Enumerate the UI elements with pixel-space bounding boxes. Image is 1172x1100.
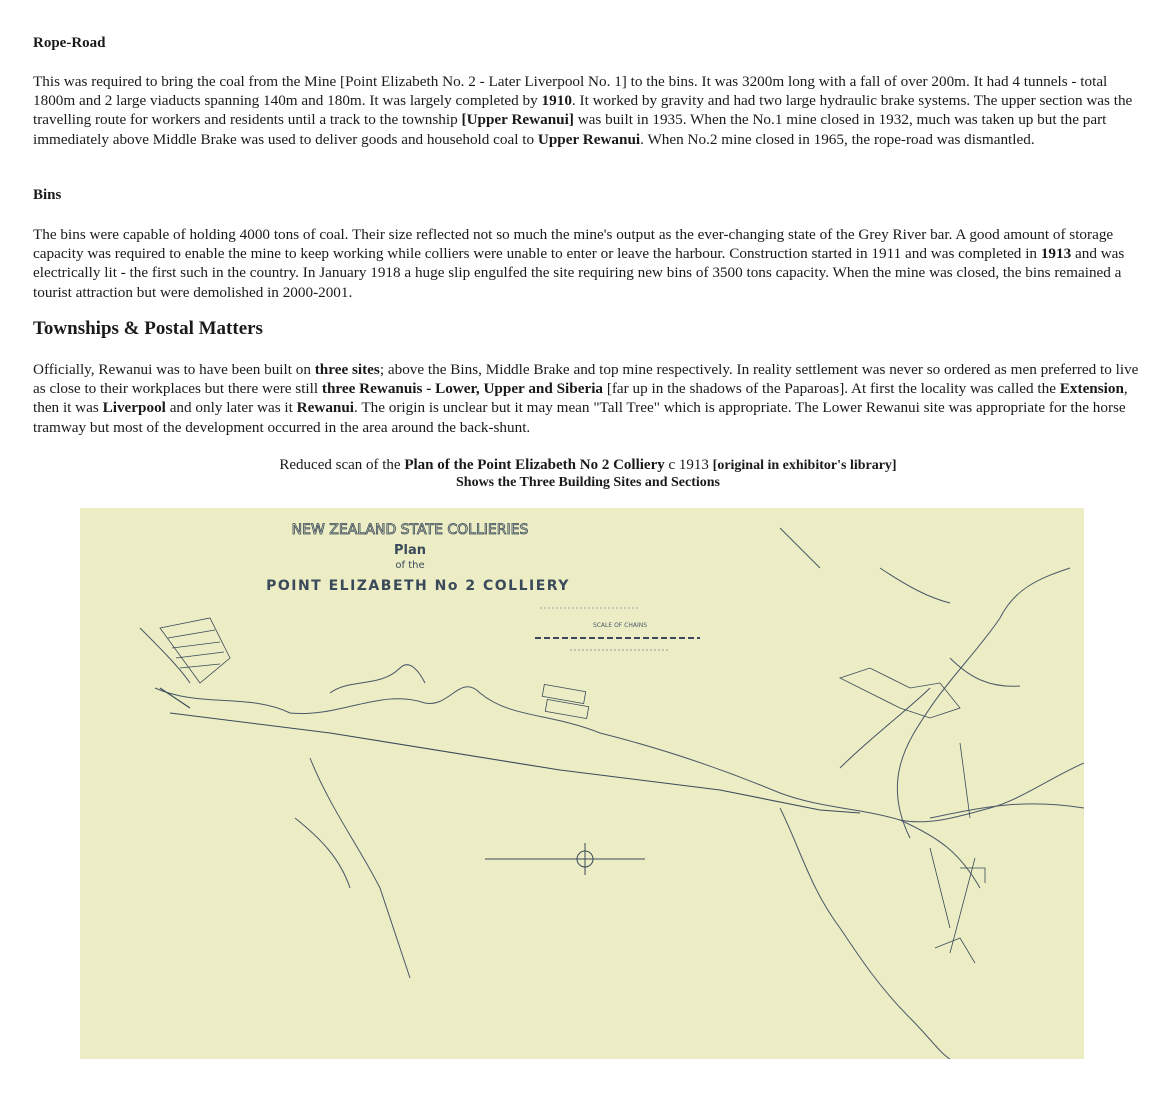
caption-line-1 xyxy=(33,456,1143,475)
text-run: 1913 xyxy=(1040,245,1072,263)
text-run: Reduced scan of the xyxy=(279,457,405,473)
map-north-arrow xyxy=(485,843,645,875)
text-run: 1910 xyxy=(541,92,572,110)
heading-rope-road: Rope-Road xyxy=(33,35,106,51)
paragraph-bins xyxy=(33,225,1143,302)
text-run: Upper Rewanui xyxy=(537,130,641,148)
text-run: Plan of the Point Elizabeth No 2 Colliery xyxy=(404,457,665,473)
caption-line-2: Shows the Three Building Sites and Sections xyxy=(456,475,720,490)
text-run: [far up in the shadows of the Paparoas]. At first the locality was called the xyxy=(603,380,1060,398)
text-run: [Upper Rewanui] xyxy=(461,111,574,129)
map-scale-label: SCALE OF CHAINS xyxy=(592,622,648,629)
map-title-4: POINT ELIZABETH No 2 COLLIERY xyxy=(266,578,570,594)
text-run: This was required to bring the coal from the Mine [Point Elizabeth No. 2 - Later Liverpool No. 1] to the bins. It was 3200m long with a fall of over 200m. It had 4 tunnels - total 1800m and 2 large viaducts spanning 140m and 180m. It was largely completed by xyxy=(33,73,1108,110)
text-run: was built in 1935. When the No.1 mine closed in 1932, much was taken up but the part immediately above Middle Brake was used to deliver goods and household coal to xyxy=(33,111,1107,148)
text-run: Officially, Rewanui was to have been built on xyxy=(33,361,315,378)
text-run: [original in exhibitor's library] xyxy=(712,458,897,473)
text-run: Rewanui xyxy=(296,399,355,417)
colliery-plan-map xyxy=(80,508,1084,1059)
text-run: Extension xyxy=(1059,380,1124,398)
text-run: , then it was xyxy=(33,380,1128,417)
map-title-3: of the xyxy=(395,560,425,571)
paragraph-rope-road xyxy=(33,72,1143,149)
map-rope-road xyxy=(160,688,860,813)
text-run: . It worked by gravity and had two large hydraulic brake systems. The upper section was the travelling route for workers and residents until a track to the township xyxy=(33,92,1133,129)
text-run: three sites xyxy=(314,361,380,378)
map-sections xyxy=(160,618,985,963)
text-run: Liverpool xyxy=(102,399,166,417)
text-run: and only later was it xyxy=(165,399,297,417)
text-run: . When No.2 mine closed in 1965, the rope-road was dismantled. xyxy=(640,130,1035,148)
heading-bins: Bins xyxy=(33,187,62,203)
map-title-1: NEW ZEALAND STATE COLLIERIES xyxy=(291,522,529,538)
text-run: three Rewanuis - Lower, Upper and Siberia xyxy=(321,380,604,398)
heading-townships: Townships & Postal Matters xyxy=(33,318,263,339)
text-run: c 1913 xyxy=(664,457,713,473)
text-run: ; above the Bins, Middle Brake and top mine respectively. In reality settlement was never so ordered as men preferred to live as close to their workplaces but there were still xyxy=(33,361,1139,398)
paragraph-townships xyxy=(33,360,1143,437)
map-drawing xyxy=(80,508,1084,1059)
text-run: . The origin is unclear but it may mean "Tall Tree" which is appropriate. The Lower Rewanui site was appropriate for the horse tramway but most of the development occurred in the area around the back-shunt. xyxy=(33,399,1126,436)
text-run: The bins were capable of holding 4000 tons of coal. Their size reflected not so much the mine's output as the ever-changing state of the Grey River bar. A good amount of storage capacity was required to enable the mine to keep working while colliers were unable to enter or leave the harbour. Construction started in 1911 and was completed in xyxy=(33,226,1114,263)
text-run: and was electrically lit - the first such in the country. In January 1918 a huge slip engulfed the site requiring new bins of 3500 tons capacity. When the mine was closed, the bins remained a tourist attraction but were demolished in 2000-2001. xyxy=(33,245,1125,301)
map-title-2: Plan xyxy=(393,543,427,558)
